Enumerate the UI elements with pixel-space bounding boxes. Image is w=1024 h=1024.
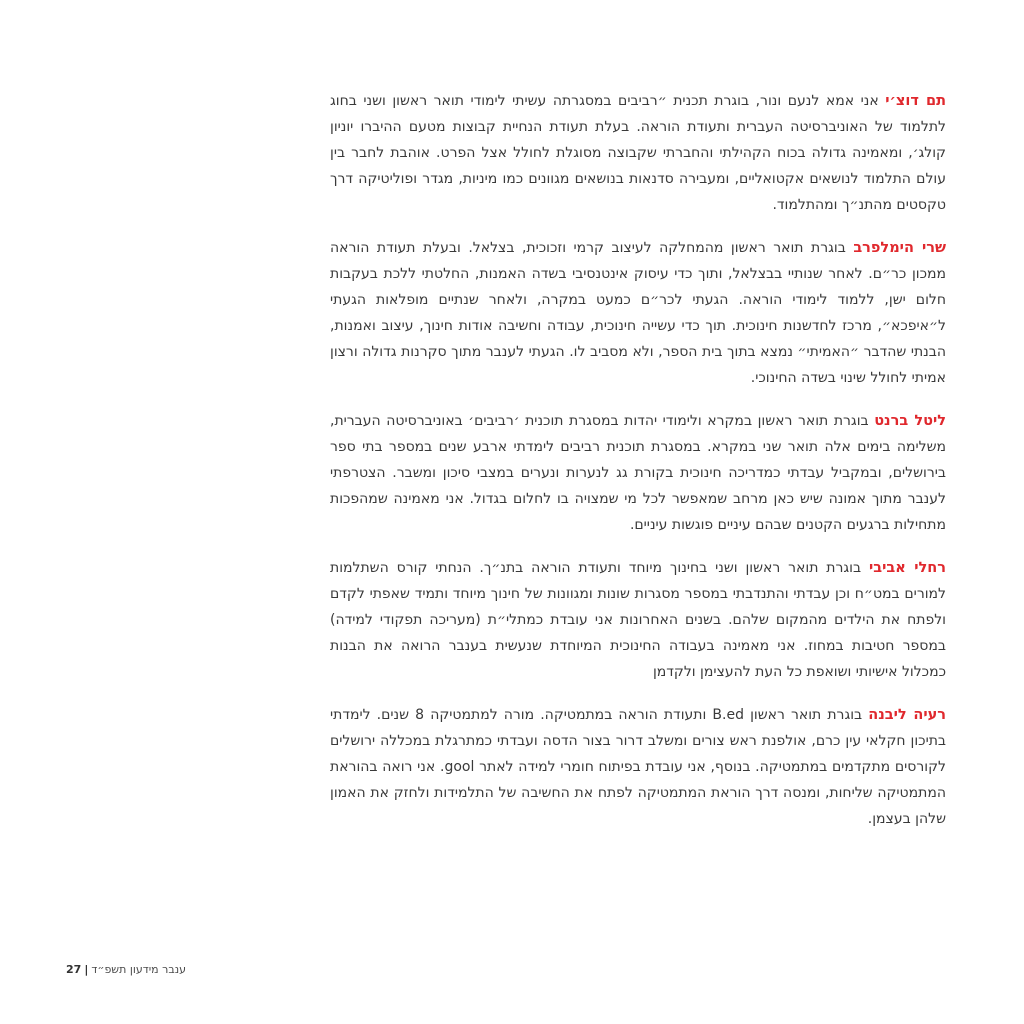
bio-name: תם דוצ׳י [885,93,947,109]
bio-name: ליטל ברנט [874,413,947,429]
bio-racheli-avivi [330,555,946,685]
staff-bios [330,88,946,849]
bio-name: שרי הימלפרב [853,240,947,256]
bio-text: בוגרת תואר ראשון במקרא ולימודי יהדות במסגרת תוכנית ׳רביבים׳ באוניברסיטה העברית, משלימה בימים אלה תואר שני במקרא. במסגרת תוכנית רביבים לימדתי ארבע שנים במספר בתי ספר בירושלים, ובמקביל עבדתי כמדריכה חינוכית בקורת גג לנערות ונערים במצבי סיכון ומשבר. הצטרפתי לענבר מתוך אמונה שיש כאן מרחב שמאפשר לכל מי שמצויה בו לחלום בגדול. אני מאמינה שמהפכות מתחילות ברגעים הקטנים שבהם עיניים פוגשות עיניים. [330,413,946,533]
publication-title: ענבר מידעון תשפ״ד [91,963,186,976]
bio-text: בוגרת תואר ראשון ושני בחינוך מיוחד ותעודת הוראה בתנ״ך. הנחתי קורס השתלמות למורים במט״ח וכן עבדתי והתנדבתי במספר מסגרות שונות ומגוונות של חינוך מיוחד ותמיד שאפתי לקדם ולפתח את הילדים מהמקום שלהם. בשנים האחרונות אני עובדת כמתלי״ת (מעריכה תפקודי למידה) במספר חטיבות במחוז. אני מאמינה בעבודה החינוכית המיוחדת שנעשית בענבר הרואה את הבנות כמכלול אישיותי ושואפת כל העת להעצימן ולקדמן [330,560,946,680]
bio-lital-barnett [330,408,946,538]
bio-name: רעיה ליבנה [868,707,946,723]
bio-raaya-livne [330,702,946,832]
bio-sheri-himelfarb [330,235,946,391]
page-number: 27 [66,963,82,976]
footer-separator: | [84,963,89,976]
bio-text: בוגרת תואר ראשון B.ed ותעודת הוראה במתמטיקה. מורה למתמטיקה 8 שנים. לימדתי בתיכון חקלאי עין כרם, אולפנת ראש צורים ומשלב דרור בצור הדסה ועבדתי כמתרגלת במכללה ירושלים לקורסים מתקדמים במתמטיקה. בנוסף, אני עובדת בפיתוח חומרי למידה לאתר gool. אני רואה בהוראת המתמטיקה שליחות, ומנסה דרך הוראת המתמטיקה לפתח את החשיבה של התלמידות ולחזק את האמון שלהן בעצמן. [330,707,946,827]
bio-text: בוגרת תואר ראשון מהמחלקה לעיצוב קרמי וזכוכית, בצלאל. ובעלת תעודת הוראה ממכון כר״ם. לאחר שנותיי בבצלאל, ותוך כדי עיסוק אינטנסיבי בשדה האמנות, החלטתי ללכת בעקבות חלום ישן, ללמוד לימודי הוראה. הגעתי לכר״ם כמעט במקרה, ולאחר שנתיים מופלאות הגעתי ל״איפכא״, מרכז לחדשנות חינוכית. תוך כדי עשייה חינוכית, עבודה וחשיבה אודות חינוך, עיצוב ואמנות, הבנתי שהדבר ״האמיתי״ נמצא בתוך בית הספר, ולא מסביב לו. הגעתי לענבר מתוך סקרנות גדולה ורצון אמיתי לחולל שינוי בשדה החינוכי. [330,240,946,386]
page-footer [66,963,186,976]
bio-tam-duchi [330,88,946,218]
bio-text: אני אמא לנעם ונור, בוגרת תכנית ״רביבים במסגרתה עשיתי לימודי תואר ראשון ושני בחוג לתלמוד של האוניברסיטה העברית ותעודת הוראה. בעלת תעודת הנחיית קבוצות מטעם ההיברו יוניון קולג׳, ומאמינה גדולה בכוח הקהילתי והחברתי שקבוצה מסוגלת לחולל אצל הפרט. אוהבת לחבר בין עולם התלמוד לנושאים אקטואליים, ומעבירה סדנאות בנושאים מגוונים כמו מיניות, מגדר ופוליטיקה דרך טקסטים מהתנ״ך ומהתלמוד. [330,93,946,213]
bio-name: רחלי אביבי [868,560,946,576]
